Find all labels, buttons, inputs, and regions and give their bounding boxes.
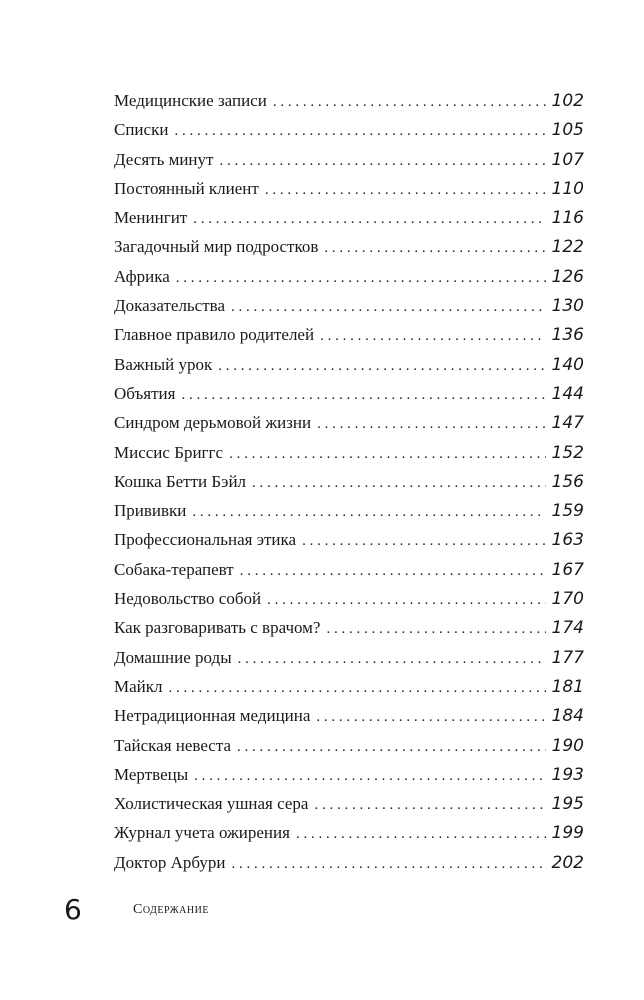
toc-entry-page: 110 bbox=[551, 178, 584, 199]
toc-entry-page: 156 bbox=[551, 471, 584, 492]
toc-entry-page: 105 bbox=[551, 120, 584, 141]
toc-entry-title: Мертвецы bbox=[114, 764, 189, 784]
toc-entry-page: 144 bbox=[551, 383, 584, 404]
toc-entry-page: 199 bbox=[551, 823, 584, 844]
toc-entry bbox=[114, 203, 584, 232]
toc-entry-page: 140 bbox=[551, 354, 584, 375]
toc-entry-page: 107 bbox=[551, 149, 584, 170]
dot-leader bbox=[252, 469, 546, 498]
toc-entry bbox=[114, 760, 584, 789]
toc-entry-page: 195 bbox=[551, 794, 584, 815]
toc-entry-title: Объятия bbox=[114, 383, 176, 403]
dot-leader bbox=[265, 176, 546, 205]
toc-entry bbox=[114, 584, 584, 613]
toc-entry-page: 130 bbox=[551, 296, 584, 317]
table-of-contents bbox=[114, 86, 584, 877]
dot-leader bbox=[314, 791, 545, 820]
toc-entry-page: 167 bbox=[551, 559, 584, 580]
dot-leader bbox=[229, 440, 545, 469]
dot-leader bbox=[193, 205, 545, 234]
dot-leader bbox=[296, 820, 546, 849]
toc-entry bbox=[114, 613, 584, 642]
toc-entry-page: 152 bbox=[551, 442, 584, 463]
dot-leader bbox=[267, 586, 545, 615]
toc-entry bbox=[114, 408, 584, 437]
toc-entry-title: Майкл bbox=[114, 676, 163, 696]
dot-leader bbox=[192, 498, 545, 527]
page-number: 6 bbox=[64, 893, 82, 926]
toc-entry bbox=[114, 115, 584, 144]
toc-entry bbox=[114, 350, 584, 379]
toc-entry-page: 147 bbox=[551, 413, 584, 434]
dot-leader bbox=[218, 352, 545, 381]
toc-entry-title: Собака-терапевт bbox=[114, 559, 234, 579]
toc-entry bbox=[114, 320, 584, 349]
dot-leader bbox=[231, 293, 546, 322]
toc-entry bbox=[114, 701, 584, 730]
dot-leader bbox=[326, 615, 545, 644]
dot-leader bbox=[316, 703, 545, 732]
toc-entry-page: 193 bbox=[551, 764, 584, 785]
toc-entry-page: 163 bbox=[551, 530, 584, 551]
toc-entry-page: 184 bbox=[551, 706, 584, 727]
toc-entry-page: 174 bbox=[551, 618, 584, 639]
toc-entry-title: Журнал учета ожирения bbox=[114, 823, 290, 843]
toc-entry-title: Главное правило родителей bbox=[114, 325, 315, 345]
toc-entry bbox=[114, 555, 584, 584]
toc-entry-title: Менингит bbox=[114, 208, 188, 228]
dot-leader bbox=[174, 117, 545, 146]
toc-entry-title: Доказательства bbox=[114, 296, 225, 316]
toc-entry-title: Недовольство собой bbox=[114, 589, 262, 609]
toc-entry bbox=[114, 525, 584, 554]
toc-entry-page: 159 bbox=[551, 501, 584, 522]
toc-entry bbox=[114, 262, 584, 291]
toc-entry-title: Доктор Арбури bbox=[114, 852, 226, 872]
toc-entry-page: 102 bbox=[551, 91, 584, 111]
toc-entry-title: Постоянный клиент bbox=[114, 178, 259, 198]
toc-entry-title: Кошка Бетти Бэйл bbox=[114, 471, 247, 491]
toc-entry-title: Списки bbox=[114, 120, 169, 140]
toc-entry bbox=[114, 848, 584, 877]
toc-entry-page: 202 bbox=[551, 852, 584, 873]
toc-entry-title: Медицинские записи bbox=[114, 91, 267, 110]
toc-entry-title: Африка bbox=[114, 266, 170, 286]
toc-entry bbox=[114, 145, 584, 174]
dot-leader bbox=[238, 645, 546, 674]
toc-entry bbox=[114, 731, 584, 760]
toc-entry-title: Профессиональная этика bbox=[114, 530, 297, 550]
toc-entry-page: 136 bbox=[551, 325, 584, 346]
dot-leader bbox=[194, 762, 545, 791]
toc-entry-page: 190 bbox=[551, 735, 584, 756]
toc-entry-title: Прививки bbox=[114, 501, 187, 521]
dot-leader bbox=[273, 88, 546, 117]
toc-entry-title: Тайская невеста bbox=[114, 735, 232, 755]
toc-entry-title: Синдром дерьмовой жизни bbox=[114, 413, 312, 433]
dot-leader bbox=[324, 234, 545, 263]
dot-leader bbox=[176, 264, 546, 293]
toc-entry-title: Десять минут bbox=[114, 149, 214, 169]
toc-entry bbox=[114, 496, 584, 525]
toc-entry-page: 177 bbox=[551, 647, 584, 668]
toc-entry-title: Холистическая ушная сера bbox=[114, 794, 309, 814]
running-head: Содержание bbox=[133, 902, 209, 917]
toc-entry bbox=[114, 174, 584, 203]
toc-entry-page: 122 bbox=[551, 237, 584, 258]
toc-entry-page: 181 bbox=[551, 676, 584, 697]
dot-leader bbox=[320, 322, 545, 351]
toc-entry bbox=[114, 467, 584, 496]
toc-entry-title: Важный урок bbox=[114, 354, 213, 374]
toc-entry-page: 126 bbox=[551, 266, 584, 287]
toc-entry bbox=[114, 86, 584, 115]
toc-entry bbox=[114, 818, 584, 847]
toc-entry bbox=[114, 291, 584, 320]
toc-entry-title: Нетрадиционная медицина bbox=[114, 706, 311, 726]
toc-entry-page: 170 bbox=[551, 589, 584, 610]
toc-entry bbox=[114, 379, 584, 408]
toc-entry-title: Как разговаривать с врачом? bbox=[114, 618, 321, 638]
dot-leader bbox=[302, 527, 545, 556]
toc-entry bbox=[114, 643, 584, 672]
dot-leader bbox=[231, 850, 545, 879]
toc-entry bbox=[114, 789, 584, 818]
toc-entry-page: 116 bbox=[551, 208, 584, 229]
dot-leader bbox=[237, 733, 546, 762]
dot-leader bbox=[317, 410, 545, 439]
toc-entry bbox=[114, 438, 584, 467]
toc-entry-title: Миссис Бриггс bbox=[114, 442, 224, 462]
toc-entry bbox=[114, 232, 584, 261]
toc-entry bbox=[114, 672, 584, 701]
toc-entry-title: Домашние роды bbox=[114, 647, 232, 667]
dot-leader bbox=[169, 674, 546, 703]
dot-leader bbox=[219, 147, 545, 176]
toc-entry-title: Загадочный мир подростков bbox=[114, 237, 319, 257]
dot-leader bbox=[240, 557, 546, 586]
dot-leader bbox=[181, 381, 545, 410]
